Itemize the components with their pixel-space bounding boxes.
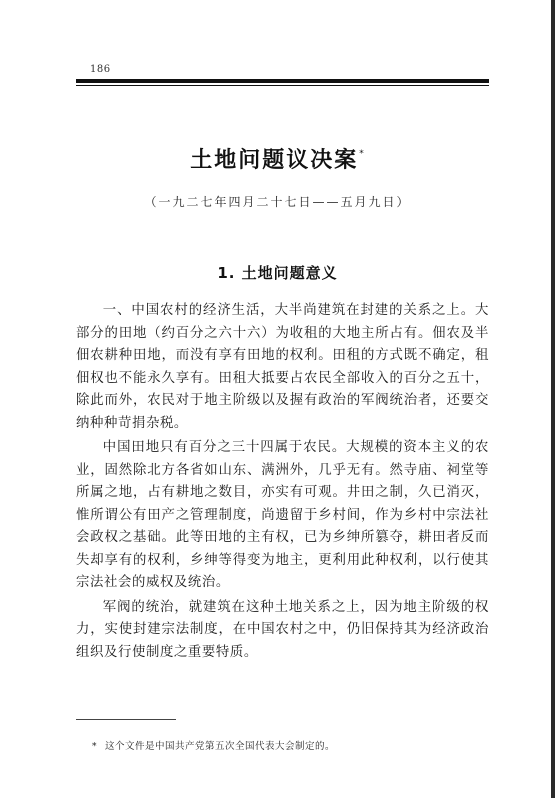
- footnote-mark: *: [92, 742, 97, 752]
- body-text: [76, 300, 489, 666]
- title-block: [0, 143, 555, 174]
- paragraph: 军阀的统治，就建筑在这种土地关系之上，因为地主阶级的权力，实使封建宗法制度，在中国农村之中，仍旧保持其为经济政治组织及行使制度之重要特质。: [76, 599, 489, 660]
- header-rule-thin: [76, 85, 489, 86]
- date-range: （一九二七年四月二十七日——五月九日）: [144, 195, 411, 209]
- document-title: [190, 148, 365, 173]
- paragraph: 一、中国农村的经济生活，大半尚建筑在封建的关系之上。大部分的田地（约百分之六十六）为收租的大地主所占有。佃农及半佃农耕种田地，而没有享有田地的权利。田租的方式既不确定，租佃权也不能永久享有。田租大抵要占农民全部收入的百分之五十，除此而外，农民对于地主阶级以及握有政治的军阀统治者，还要交纳种种苛捐杂税。: [76, 303, 489, 431]
- footnote: [92, 738, 492, 752]
- page-number: 186: [90, 64, 111, 75]
- header-rule-thick: [76, 79, 489, 83]
- paragraph: 中国田地只有百分之三十四属于农民。大规模的资本主义的农业，固然除北方各省如山东、满洲外，几乎无有。然寺庙、祠堂等所属之地，占有耕地之数目，亦实有可观。井田之制，久已消灭，惟所谓公有田产之管理制度，尚遗留于乡村间，作为乡村中宗法社会政权之基础。此等田地的主有权，已为乡绅所篡夺，耕田者反而失却享有的权利，乡绅等得变为地主，更利用此种权利，以行使其宗法社会的威权及统治。: [76, 440, 489, 590]
- footnote-divider: [76, 719, 176, 720]
- footnote-text: 这个文件是中国共产党第五次全国代表大会制定的。: [105, 741, 336, 752]
- document-title-text: 土地问题议决案: [190, 148, 359, 173]
- title-footnote-mark: *: [359, 149, 366, 159]
- section-heading: 1. 土地问题意义: [217, 264, 338, 282]
